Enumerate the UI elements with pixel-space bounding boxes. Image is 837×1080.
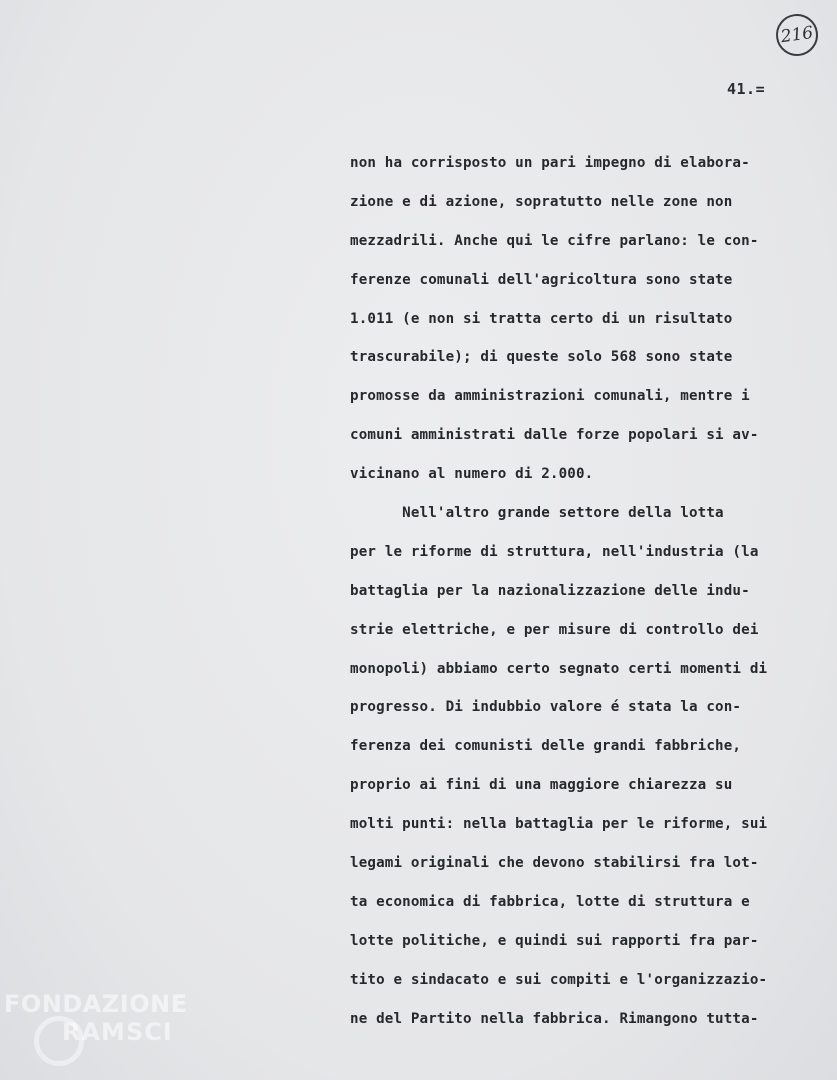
- text-line: proprio ai fini di una maggiore chiarezza su: [350, 777, 733, 794]
- text-line: trascurabile); di queste solo 568 sono state: [350, 349, 733, 366]
- text-line: progresso. Di indubbio valore é stata la con-: [350, 699, 742, 716]
- watermark-line-top: FONDAZIONE: [4, 990, 188, 1018]
- text-line: per le riforme di struttura, nell'industria (la: [350, 543, 759, 560]
- text-line: monopoli) abbiamo certo segnato certi momenti di: [350, 660, 768, 677]
- text-line: Nell'altro grande settore della lotta: [350, 505, 724, 522]
- text-line: ferenza dei comunisti delle grandi fabbriche,: [350, 738, 742, 755]
- text-line: ne del Partito nella fabbrica. Rimangono tutta-: [350, 1010, 759, 1027]
- text-line: ferenze comunali dell'agricoltura sono state: [350, 271, 733, 288]
- text-line: battaglia per la nazionalizzazione delle indu-: [350, 582, 750, 599]
- text-line: zione e di azione, sopratutto nelle zone non: [350, 193, 733, 210]
- watermark-line-bottom: RAMSCI: [62, 1018, 173, 1046]
- text-line: comuni amministrati dalle forze popolari si av-: [350, 427, 759, 444]
- text-line: vicinano al numero di 2.000.: [350, 466, 594, 483]
- text-line: ta economica di fabbrica, lotte di struttura e: [350, 893, 750, 910]
- text-line: promosse da amministrazioni comunali, mentre i: [350, 388, 750, 405]
- text-line: legami originali che devono stabilirsi fra lot-: [350, 855, 759, 872]
- page-number: 41.=: [727, 80, 766, 98]
- fondazione-gramsci-watermark: [4, 990, 214, 1072]
- text-line: strie elettriche, e per misure di controllo dei: [350, 621, 759, 638]
- text-line: tito e sindacato e sui compiti e l'organizzazio-: [350, 971, 768, 988]
- text-line: mezzadrili. Anche qui le cifre parlano: le con-: [350, 232, 759, 249]
- archive-number-text: 216: [779, 22, 815, 48]
- archive-number-stamp: [773, 11, 820, 58]
- text-line: molti punti: nella battaglia per le riforme, sui: [350, 816, 768, 833]
- text-line: 1.011 (e non si tratta certo di un risultato: [350, 310, 733, 327]
- text-line: non ha corrisposto un pari impegno di elabora-: [350, 155, 750, 171]
- text-line: lotte politiche, e quindi sui rapporti fra par-: [350, 932, 759, 949]
- typed-text-body: [350, 144, 830, 1038]
